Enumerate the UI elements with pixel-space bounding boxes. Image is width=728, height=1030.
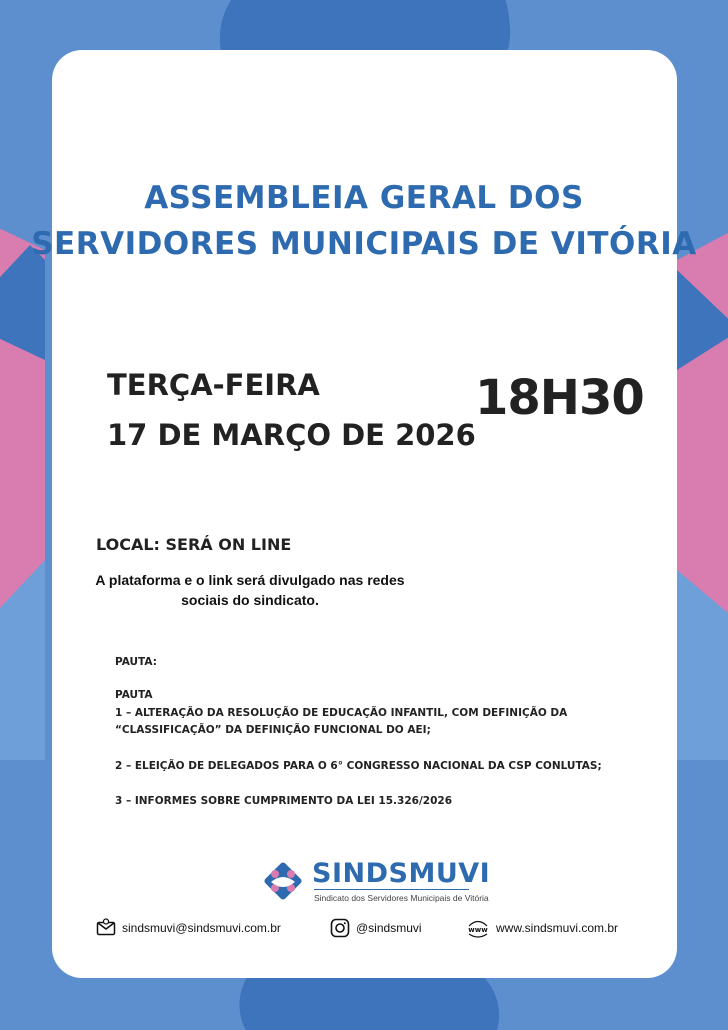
platform-line-1: A plataforma e o link será divulgado nas redes [95, 572, 405, 588]
instagram-icon [330, 918, 350, 938]
event-date [107, 360, 476, 460]
agenda-subheading: PAUTA [115, 689, 153, 701]
contact-website[interactable] [466, 918, 618, 938]
agenda-item-1-line-2: “CLASSIFICAÇÃO” DA DEFINIÇÃO FUNCIONAL DO AEI; [115, 724, 431, 736]
event-location: LOCAL: SERÁ ON LINE [96, 535, 292, 554]
website-text[interactable]: www.sindsmuvi.com.br [496, 921, 619, 935]
logo-name: SINDSMUVI [312, 858, 491, 889]
agenda-heading: PAUTA: [115, 656, 157, 668]
globe-icon [466, 918, 490, 938]
page-title [0, 175, 728, 267]
logo-divider [314, 889, 469, 890]
agenda-item-1-line-1: 1 – ALTERAÇÃO DA RESOLUÇÃO DE EDUCAÇÃO INFANTIL, COM DEFINIÇÃO DA [115, 707, 568, 719]
www-icon-text: www [468, 926, 488, 934]
contact-email[interactable] [96, 918, 281, 938]
title-line-1: ASSEMBLEIA GERAL DOS [144, 180, 584, 216]
event-weekday: TERÇA-FEIRA [107, 368, 320, 402]
logo-emblem-icon [260, 858, 306, 904]
agenda-item-3: 3 – INFORMES SOBRE CUMPRIMENTO DA LEI 15.326/2026 [115, 795, 453, 807]
contact-instagram[interactable] [330, 918, 422, 938]
platform-line-2: sociais do sindicato. [181, 592, 319, 608]
platform-notice [85, 570, 415, 610]
event-full-date: 17 DE MARÇO DE 2026 [107, 418, 476, 452]
agenda-item-2: 2 – ELEIÇÃO DE DELEGADOS PARA O 6° CONGRESSO NACIONAL DA CSP CONLUTAS; [115, 760, 602, 772]
logo-subtitle: Sindicato dos Servidores Municipais de Vitória [314, 893, 489, 903]
instagram-text[interactable]: @sindsmuvi [356, 921, 422, 935]
email-text[interactable]: sindsmuvi@sindsmuvi.com.br [122, 921, 281, 935]
title-line-2: SERVIDORES MUNICIPAIS DE VITÓRIA [31, 226, 697, 262]
event-time: 18H30 [475, 370, 644, 426]
sindsmuvi-logo [260, 856, 491, 906]
email-icon [96, 918, 116, 938]
